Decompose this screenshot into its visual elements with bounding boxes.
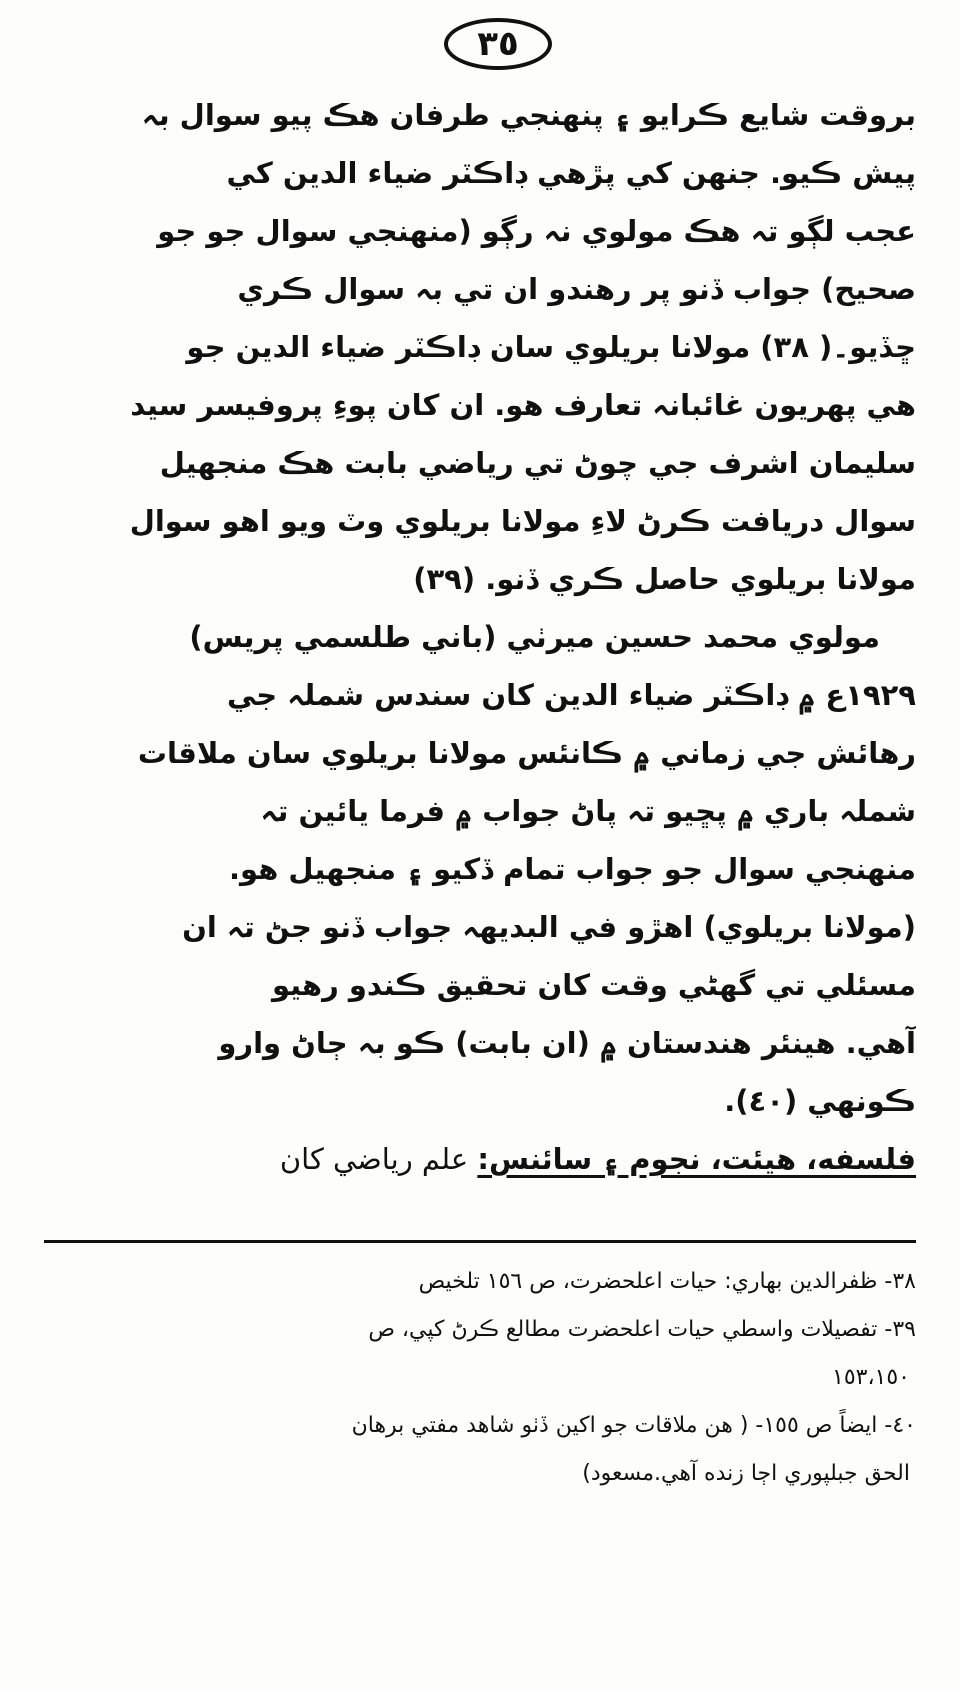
footnote-line: ١٥٣،١٥٠ <box>832 1365 910 1390</box>
body-line: ١٩٢٩ع ۾ ڊاڪٽر ضياء الدين کان سندس شملہ جي <box>226 678 916 712</box>
body-line: سوال دريافت ڪرڻ لاءِ مولانا بريلوي وٽ ويو اهو سوال <box>129 504 916 538</box>
body-line: عجب لڳو تہ هڪ مولوي نہ رڳو (منهنجي سوال جو جو <box>157 214 916 248</box>
body-line: مولوي محمد حسين ميرٺي (باني طلسمي پريس) <box>189 620 880 654</box>
body-line: (مولانا بريلوي) اهڙو في البديهہ جواب ڏنو جڻ تہ ان <box>182 910 916 944</box>
section-heading-line <box>44 1130 916 1188</box>
body-line: ڪونهي (٤٠). <box>724 1084 916 1118</box>
footnote-line: ٤٠- ايضاً ص ١٥٥- ( هن ملاقات جو اکين ڏٺو شاهد مفتي برهان <box>351 1413 916 1438</box>
body-line: مسئلي تي گهڻي وقت کان تحقيق ڪندو رهيو <box>271 968 916 1002</box>
body-line: بروقت شايع ڪرايو ۽ پنهنجي طرفان هڪ پيو سوال بہ <box>141 98 916 132</box>
page-number: ٣٥ <box>444 18 552 70</box>
body-line: آهي. هينئر هندستان ۾ (ان بابت) ڪو بہ ڄاڻ وارو <box>218 1026 916 1060</box>
body-line: سليمان اشرف جي چوڻ تي رياضي بابت هڪ منجهيل <box>159 446 916 480</box>
footnote-line: الحق جبلپوري اڄا زنده آهي.مسعود) <box>582 1461 910 1486</box>
body-text <box>44 86 916 1188</box>
footnotes <box>44 1258 916 1498</box>
footnote-divider <box>44 1240 916 1243</box>
section-heading-continuation: علم رياضي کان <box>279 1142 478 1176</box>
footnote-line: ٣٩- تفصيلات واسطي حيات اعلحضرت مطالع ڪرڻ کپي، ص <box>368 1317 916 1342</box>
body-line: رهائش جي زماني ۾ ڪانئس مولانا بريلوي سان ملاقات <box>137 736 916 770</box>
body-line: پيش ڪيو. جنهن کي پڙهي ڊاڪٽر ضياء الدين کي <box>226 156 916 190</box>
body-line: ڇڏيو۔( ٣٨) مولانا بريلوي سان ڊاڪٽر ضياء الدين جو <box>186 330 916 364</box>
body-line: منهنجي سوال جو جواب تمام ڏکيو ۽ منجهيل هو. <box>229 852 916 886</box>
body-line: مولانا بريلوي حاصل ڪري ڏنو. (٣٩) <box>413 562 916 596</box>
body-line: هي پهريون غائبانہ تعارف هو. ان کان پوءِ پروفيسر سيد <box>130 388 916 422</box>
section-heading: فلسفه، هيئت، نجوم ۽ سائنس: <box>477 1142 916 1176</box>
body-line: شملہ باري ۾ پڇيو تہ پاڻ جواب ۾ فرما يائين تہ <box>260 794 916 828</box>
footnote-line: ٣٨- ظفرالدين بهاري: حيات اعلحضرت، ص ١٥٦ تلخيص <box>418 1269 916 1294</box>
body-line: صحيح) جواب ڏنو پر رهندو ان تي بہ سوال ڪري <box>237 272 916 306</box>
